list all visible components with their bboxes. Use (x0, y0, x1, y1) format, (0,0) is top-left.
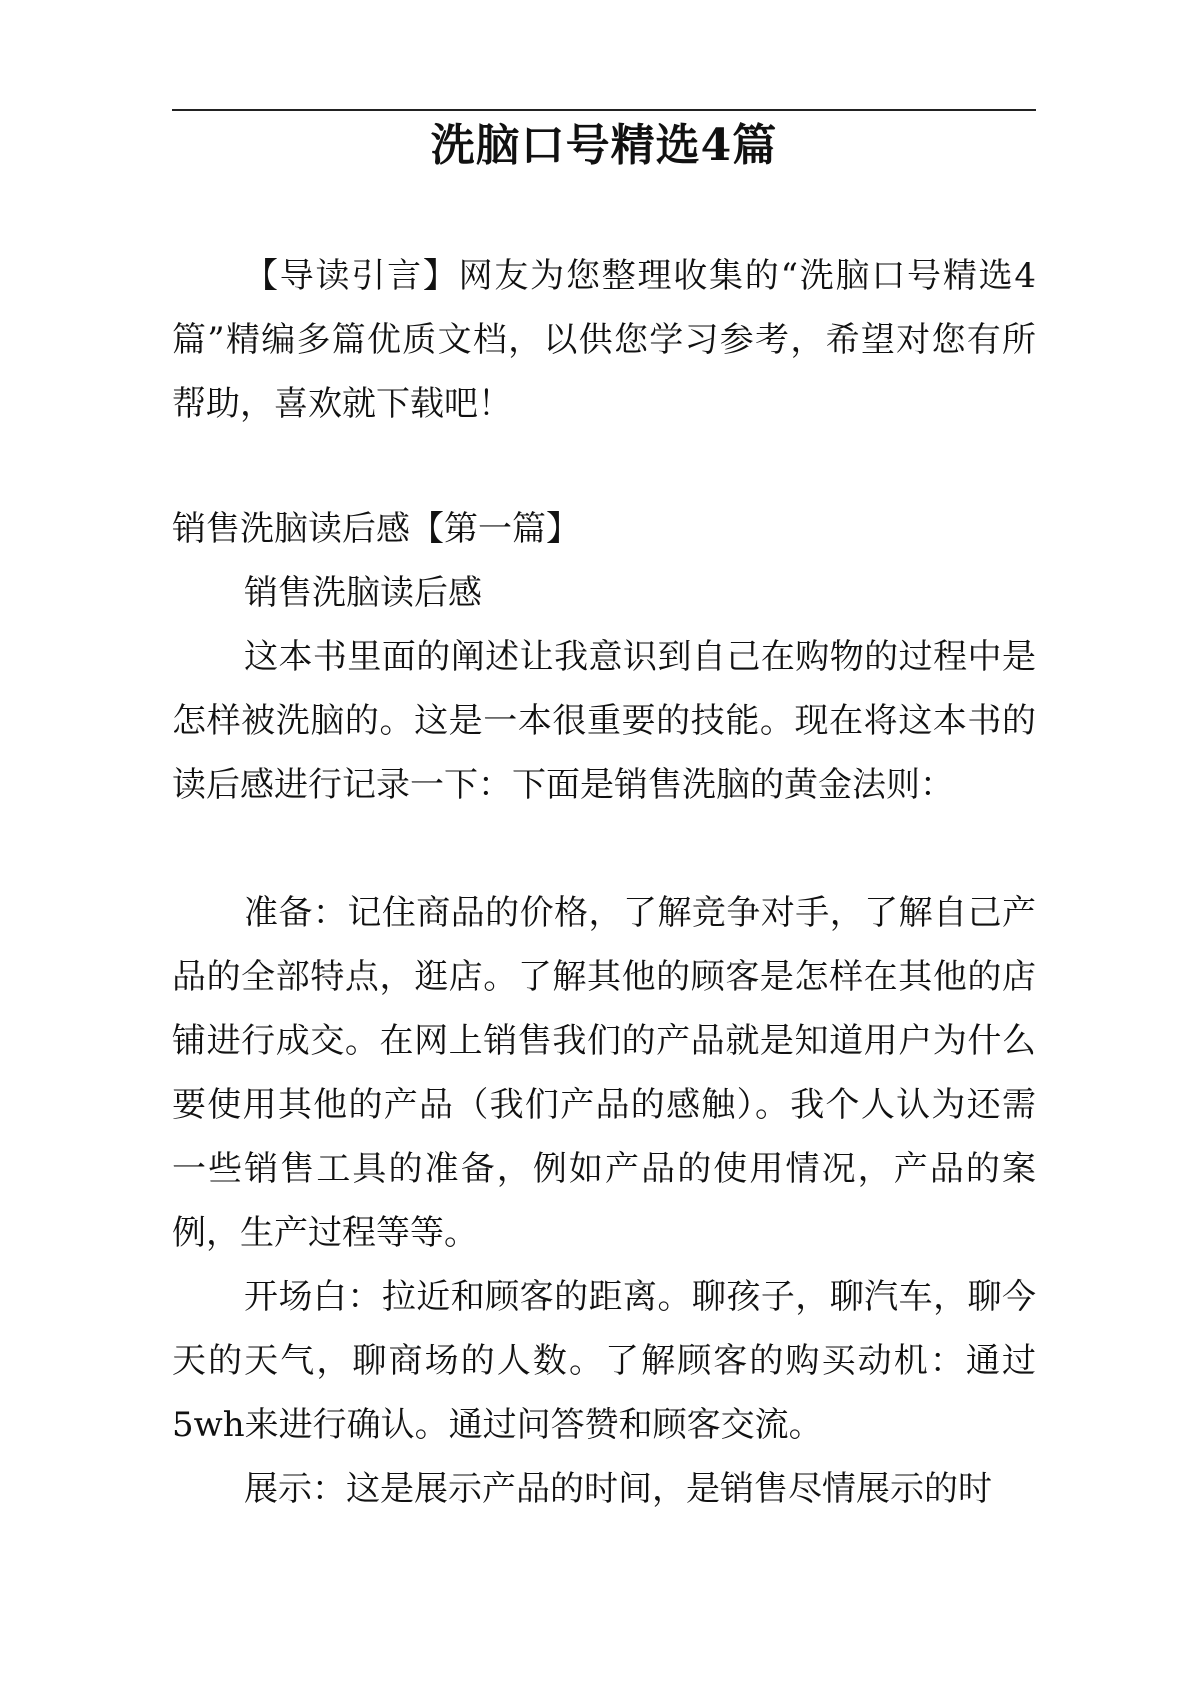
page-title: 洗脑口号精选4篇 (430, 120, 778, 171)
subheading: 销售洗脑读后感 (244, 573, 482, 613)
body-paragraph: 准备：记住商品的价格，了解竞争对手，了解自己产品的全部特点，逛店。了解其他的顾客是怎样在其他的店铺进行成交。在网上销售我们的产品就是知道用户为什么要使用其他的产品（我们产品的感触）。我个人认为还需一些销售工具的准备，例如产品的使用情况，产品的案例，生产过程等等。 (172, 893, 1036, 1253)
body-paragraph: 开场白：拉近和顾客的距离。聊孩子，聊汽车，聊今天的天气，聊商场的人数。了解顾客的购买动机：通过5wh来进行确认。通过问答赞和顾客交流。 (172, 1277, 1036, 1445)
intro-paragraph: 【导读引言】网友为您整理收集的“洗脑口号精选4篇”精编多篇优质文档，以供您学习参考，希望对您有所帮助，喜欢就下载吧！ (172, 256, 1036, 424)
header-rule (172, 109, 1036, 111)
body-paragraph: 这本书里面的阐述让我意识到自己在购物的过程中是怎样被洗脑的。这是一本很重要的技能。现在将这本书的读后感进行记录一下：下面是销售洗脑的黄金法则： (172, 637, 1036, 805)
section-heading: 销售洗脑读后感【第一篇】 (172, 509, 580, 549)
body-paragraph: 展示：这是展示产品的时间，是销售尽情展示的时 (244, 1469, 992, 1509)
